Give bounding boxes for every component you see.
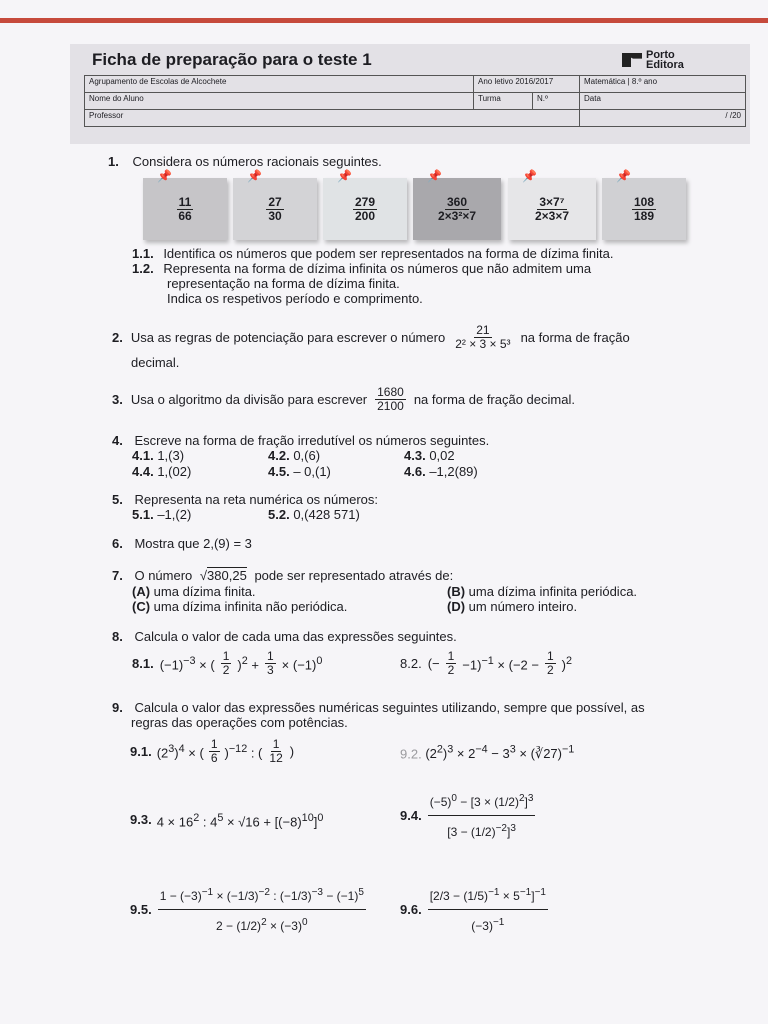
item-key: 8.2. <box>400 655 422 671</box>
sticky-note-4 <box>413 169 501 240</box>
date-field: Data <box>580 93 746 110</box>
teacher-field: Professor <box>85 110 580 127</box>
subject-field: Matemática | 8.º ano <box>580 76 746 93</box>
subquestion-text: Identifica os números que podem ser representados na forma de dízima finita. <box>163 246 614 261</box>
question-number: 9. <box>112 700 123 715</box>
item-4-6 <box>404 464 544 480</box>
sqrt-expression: √380,25 <box>199 568 247 583</box>
subquestion-text: Representa na forma de dízima infinita os números que não admitem uma <box>163 261 592 276</box>
question-number: 5. <box>112 492 123 507</box>
expression-8-2: 8.2. (− $\frac{1}{2}$ −1)$^{-1}$ × (−2 − $\frac{1}{2}$ )$^2$ <box>400 649 573 677</box>
option-a <box>132 584 256 600</box>
question-text: Escreve na forma de fração irredutível os números seguintes. <box>134 433 490 448</box>
school-field: Agrupamento de Escolas de Alcochete <box>85 76 474 93</box>
question-5 <box>112 492 378 508</box>
question-text-2: regras das operações com potências. <box>131 715 348 730</box>
item-key: 9.4. <box>400 807 422 823</box>
subquestion-1-1 <box>132 246 614 262</box>
header-table <box>84 75 746 127</box>
item-value: – 0,(1) <box>293 464 331 479</box>
item-key: 9.2. <box>400 746 422 762</box>
item-value: 0,02 <box>429 448 455 463</box>
expression-9-3: 9.3. $4 \times 16^2$ : $4^5 \times √16 + [(-8)^{10}]^0$ <box>130 812 324 830</box>
subquestion-number: 1.2. <box>132 261 154 276</box>
subquestion-text-2: representação na forma de dízima finita. <box>167 276 400 291</box>
expression-9-1: 9.1. $(2^3)^4$ × ( $\frac{1}{6}$ )$^{-12}$ : ( $\frac{1}{12}$ ) <box>130 737 295 765</box>
subquestion-number: 1.1. <box>132 246 154 261</box>
pin-icon: 📌 <box>247 169 262 183</box>
option-text: uma dízima finita. <box>153 584 256 599</box>
sqrt-radicand: 380,25 <box>207 568 247 583</box>
note-denominator: 30 <box>268 208 282 223</box>
item-5-2 <box>268 507 360 523</box>
note-numerator: 3×7⁷ <box>539 194 565 209</box>
expression-9-2: 9.2. $(2^2)^3 \times 2^{-4} - 3^3$ × (∛27)$^{-1}$ <box>400 744 575 762</box>
option-key: (D) <box>447 599 466 614</box>
sticky-note-6 <box>602 169 686 240</box>
expression-9-4: 9.4. $\frac{(-5)^0 - [3 \times (1/2)^2]^3}{[3 - (1/2)^{-2}]^3}$ <box>400 786 535 845</box>
question-text: O número <box>134 568 193 583</box>
item-key: 4.2. <box>268 448 290 463</box>
year-field: Ano letivo 2016/2017 <box>474 76 580 93</box>
note-numerator: 360 <box>446 194 467 209</box>
question-text-after: na forma de fração <box>520 329 630 345</box>
item-value: 0,(6) <box>293 448 321 463</box>
expression-8-1: 8.1. $(-1)^{-3}$ × ( $\frac{1}{2}$ )$^2$ + $\frac{1}{3}$ × $(-1)^0$ <box>132 649 323 677</box>
pin-icon: 📌 <box>157 169 172 183</box>
logo-text-1: Porto <box>646 49 675 61</box>
pin-icon: 📌 <box>522 169 537 183</box>
question-number: 2. <box>112 329 123 345</box>
question-text: Usa o algoritmo da divisão para escrever <box>130 391 368 407</box>
date-value: / /20 <box>580 110 746 127</box>
sticky-note-2 <box>233 169 317 240</box>
question-2 <box>112 324 630 351</box>
question-text: Calcula o valor de cada uma das expressões seguintes. <box>134 629 457 644</box>
note-numerator: 279 <box>354 194 376 209</box>
question-number: 4. <box>112 433 123 448</box>
number-field: N.º <box>533 93 580 110</box>
item-value: 1,(3) <box>157 448 185 463</box>
pin-icon: 📌 <box>616 169 631 183</box>
question-text: Calcula o valor das expressões numéricas seguintes utilizando, sempre que possível, as <box>134 700 645 715</box>
note-numerator: 108 <box>633 194 655 209</box>
expression-9-6: 9.6. $\frac{[2/3 - (1/5)^{-1} \times 5^{-1}]^{-1}}{(-3)^{-1}}$ <box>400 880 548 939</box>
question-6 <box>112 536 252 552</box>
note-denominator: 189 <box>633 208 655 223</box>
option-text: um número inteiro. <box>468 599 578 614</box>
pin-icon: 📌 <box>427 169 442 183</box>
item-key: 9.5. <box>130 901 152 917</box>
question-8 <box>112 629 457 645</box>
note-denominator: 200 <box>354 208 376 223</box>
subquestion-1-2 <box>132 261 591 277</box>
item-value: 0,(428 571) <box>293 507 360 522</box>
question-text-after: na forma de fração decimal. <box>413 391 575 407</box>
question-4-items <box>132 448 552 480</box>
option-d <box>447 599 577 615</box>
item-4-2 <box>268 448 404 464</box>
question-number: 8. <box>112 629 123 644</box>
item-4-4 <box>132 464 268 480</box>
page-title: Ficha de preparação para o teste 1 <box>92 50 372 69</box>
student-name-field: Nome do Aluno <box>85 93 474 110</box>
question-9 <box>112 700 645 716</box>
question-text: Considera os números racionais seguintes. <box>132 154 382 169</box>
question-7 <box>112 568 453 584</box>
item-key: 4.4. <box>132 464 154 479</box>
sticky-note-1 <box>143 169 227 240</box>
item-key: 5.1. <box>132 507 154 522</box>
item-value: –1,(2) <box>157 507 192 522</box>
question-4 <box>112 433 489 449</box>
item-key: 4.1. <box>132 448 154 463</box>
item-4-5 <box>268 464 404 480</box>
note-numerator: 27 <box>268 194 282 209</box>
question-text-2: pode ser representado através de: <box>254 568 454 583</box>
question-number: 1. <box>108 154 119 169</box>
item-value: –1,2(89) <box>429 464 478 479</box>
fraction-denominator: 2² × 3 × 5³ <box>455 337 511 351</box>
item-key: 4.5. <box>268 464 290 479</box>
fraction-denominator: 2100 <box>377 399 404 413</box>
note-numerator: 11 <box>178 194 192 209</box>
question-text: Mostra que 2,(9) = 3 <box>134 536 252 551</box>
item-key: 9.1. <box>130 743 152 759</box>
question-number: 7. <box>112 568 123 583</box>
question-3 <box>112 386 575 413</box>
option-key: (A) <box>132 584 151 599</box>
sticky-note-3 <box>323 169 407 240</box>
sticky-note-5 <box>508 169 596 240</box>
question-number: 6. <box>112 536 123 551</box>
class-field: Turma <box>474 93 533 110</box>
question-text: Representa na reta numérica os números: <box>134 492 378 507</box>
option-key: (C) <box>132 599 151 614</box>
item-key: 8.1. <box>132 655 154 671</box>
top-border <box>0 18 768 23</box>
item-value: 1,(02) <box>157 464 192 479</box>
note-denominator: 66 <box>178 208 192 223</box>
item-5-1 <box>132 507 191 523</box>
item-key: 4.3. <box>404 448 426 463</box>
question-text-line2: decimal. <box>131 355 180 370</box>
item-key: 5.2. <box>268 507 290 522</box>
option-text: uma dízima infinita periódica. <box>468 584 638 599</box>
logo-text-2: Editora <box>646 59 684 71</box>
subquestion-text-3: Indica os respetivos período e comprimento. <box>167 291 423 306</box>
option-text: uma dízima infinita não periódica. <box>153 599 348 614</box>
note-denominator: 2×3²×7 <box>437 208 477 223</box>
pin-icon: 📌 <box>337 169 352 183</box>
item-key: 9.6. <box>400 901 422 917</box>
option-key: (B) <box>447 584 466 599</box>
question-text: Usa as regras de potenciação para escrever o número <box>130 329 446 345</box>
item-4-1 <box>132 448 268 464</box>
expression-9-5: 9.5. $\frac{1 - (-3)^{-1} \times (-1/3)^{-2} : (-1/3)^{-3} - (-1)^5}{2 - (1/2)^2 \times (-3)^0}$ <box>130 880 366 939</box>
option-b <box>447 584 637 600</box>
fraction-numerator: 1680 <box>377 385 404 399</box>
publisher-logo <box>622 50 684 70</box>
note-denominator: 2×3×7 <box>534 208 570 223</box>
question-number: 3. <box>112 391 123 407</box>
item-4-3 <box>404 448 544 464</box>
fraction-numerator: 21 <box>476 323 490 337</box>
item-key: 9.3. <box>130 812 152 828</box>
item-key: 4.6. <box>404 464 426 479</box>
publisher-logo-icon <box>622 53 642 67</box>
option-c <box>132 599 347 615</box>
